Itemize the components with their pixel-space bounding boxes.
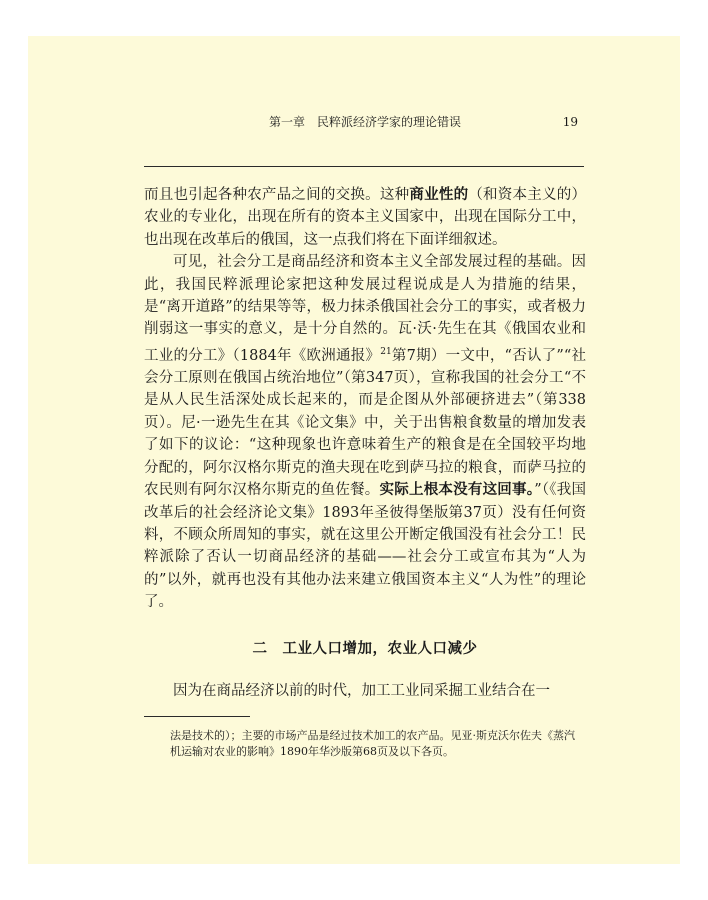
p2-text-c: ”（《我国改革后的社会经济论文集》1893年圣彼得堡版第37页）没有任何资料，不顾众所周知的事实，就在这里公开断定俄国没有社会分工！民粹派除了否认一切商品经济的基础——社会分工或宣布其为“人为的”以外，就再也没有其他办法来建立俄国资本主义“人为性”的理论了。 xyxy=(144,482,586,611)
p1-bold: 商业性的 xyxy=(409,186,469,203)
p2-text-b: 第7期）一文中，“否认了”“社会分工原则在俄国占统治地位”（第347页），宣称我国的社会分工“不是从人民生活深处成长起来的，而是企图从外部硬挤进去”（第338页）。尼·一逊先生在其《论文集》中，关于出售粮食数量的增加发表了如下的议论：“这种现象也许意味着生产的粮食是在全国较平均地分配的，阿尔汉格尔斯克的渔夫现在吃到萨马拉的粮食，而萨马拉的农民则有阿尔汉格尔斯克的鱼佐餐。 xyxy=(144,347,586,499)
running-head xyxy=(116,112,586,132)
chapter-title: 第一章 民粹派经济学家的理论错误 xyxy=(269,115,462,129)
paragraph-1 xyxy=(144,184,586,251)
section-heading: 二 工业人口增加，农业人口减少 xyxy=(252,640,478,657)
p1-text-a: 而且也引起各种农产品之间的交换。这种 xyxy=(144,187,410,203)
paragraph-2 xyxy=(144,251,586,613)
page-number: 19 xyxy=(562,115,578,129)
p2-bold: 实际上根本没有这回事。 xyxy=(379,481,535,499)
p2-text-a: 可见，社会分工是商品经济和资本主义全部发展过程的基础。因此，我国民粹派理论家把这种发展过程说成是人为措施的结果，是“离开道路”的结果等等，极力抹杀俄国社会分工的事实，或者极力削弱这一事实的意义，是十分自然的。瓦·沃·先生在其《俄国农业和工业的分工》（1884年《欧洲通报》 xyxy=(144,254,586,364)
p1-text-c: （和资本主义的）农业的专业化，出现在所有的资本主义国家中，出现在国际分工中，也出现在改革后的俄国，这一点我们将在下面详细叙述。 xyxy=(144,187,587,248)
section-first-line: 因为在商品经济以前的时代，加工工业同采掘工业结合在一 xyxy=(173,683,550,699)
footnote-ref: 21 xyxy=(380,346,392,357)
footnote-rule xyxy=(144,716,250,717)
header-rule xyxy=(144,166,584,167)
body-text xyxy=(144,184,586,614)
footnote xyxy=(170,728,580,760)
footnote-text: 法是技术的）；主要的市场产品是经过技术加工的农产品。见亚·斯克沃尔佐夫《蒸汽机运输对农业的影响》1890年华沙版第68页及以下各页。 xyxy=(170,729,575,758)
